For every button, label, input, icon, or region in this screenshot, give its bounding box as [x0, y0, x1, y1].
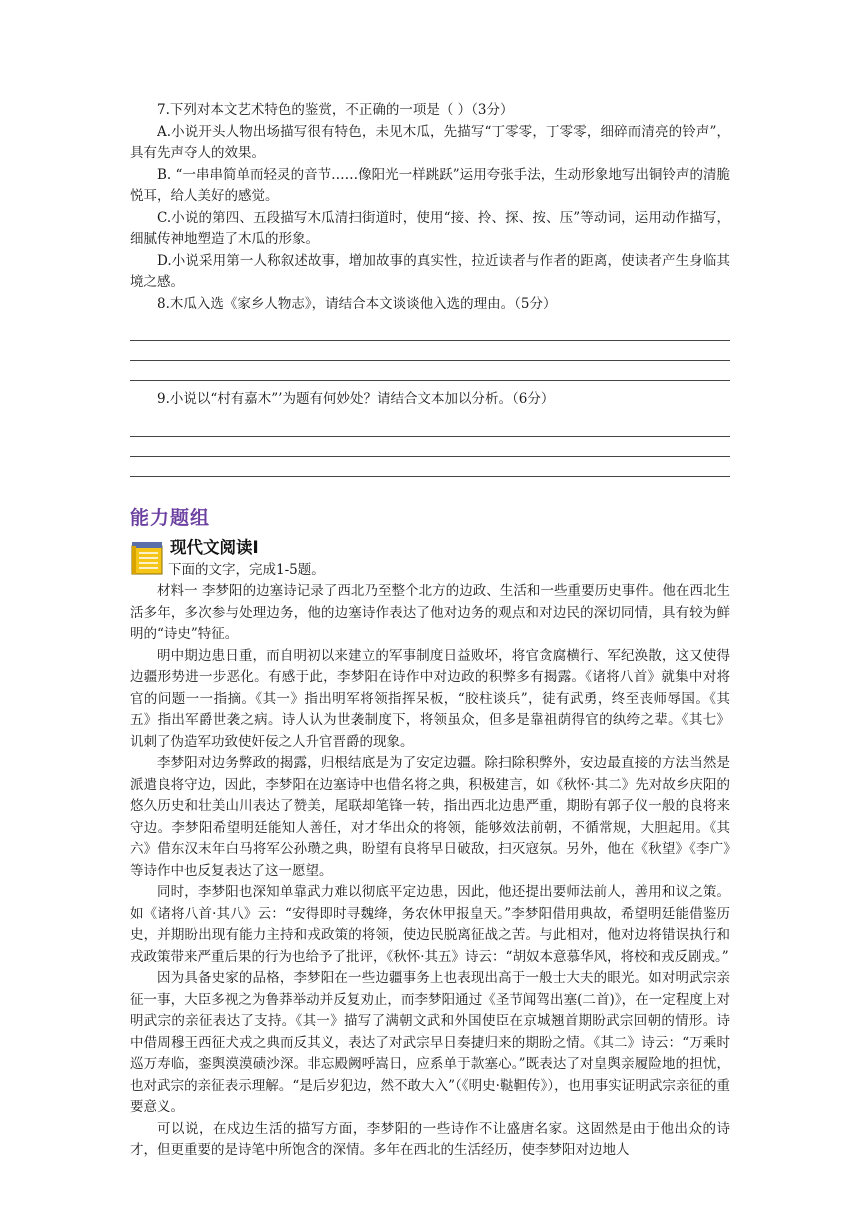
passage-paragraph: 可以说，在戍边生活的描写方面，李梦阳的一些诗作不让盛唐名家。这固然是由于他出众的诗才，但更重要的是诗笔中所饱含的深情。多年在西北的生活经历，使李梦阳对边地人	[130, 1120, 730, 1158]
sub-header	[130, 534, 730, 560]
question-7-option-a: A.小说开头人物出场描写很有特色，未见木瓜，先描写“丁零零，丁零零，细碎而清亮的铃声”，具有先声夺人的效果。	[130, 123, 730, 161]
question-7-option-c: C.小说的第四、五段描写木瓜清扫街道时，使用“接、拎、探、按、压”等动词，运用动作描写，细腻传神地塑造了木瓜的形象。	[130, 209, 730, 247]
question-7-option-d: D.小说采用第一人称叙述故事，增加故事的真实性，拉近读者与作者的距离，使读者产生身临其境之感。	[130, 252, 730, 290]
answer-line	[130, 437, 730, 457]
passage-paragraph: 因为具备史家的品格，李梦阳在一些边疆事务上也表现出高于一般士大夫的眼光。如对明武宗亲征一事，大臣多视之为鲁莽举动并反复劝止，而李梦阳通过《圣节闻驾出塞(二首)》，在一定程度上对明武宗的亲征表达了支持。《其一》描写了满朝文武和外国使臣在京城翘首期盼武宗回朝的情形。诗中借周穆王西征犬戎之典而反其义，表达了对武宗早日奏捷归来的期盼之情。《其二》诗云：“万乘时巡万寿临，銮舆漠漠碛沙深。非忘殿阙呼嵩日，应系单于款塞心。”既表达了对皇舆亲履险地的担忧，也对武宗的亲征表示理解。“是后岁犯边，然不敢大入”（《明史·鞑靼传》），也用事实证明武宗亲征的重要意义。	[130, 970, 730, 1115]
question-7-option-b: B. “一串串简单而轻灵的音节……像阳光一样跳跃”运用夸张手法，生动形象地写出铜铃声的清脆悦耳，给人美好的感觉。	[130, 166, 730, 204]
passage	[130, 581, 730, 1162]
answer-line	[130, 341, 730, 361]
question-9-stem: 9.小说以“村有嘉木”’为题有何妙处？请结合文本加以分析。（6分）	[157, 391, 555, 407]
instruction: 下面的文字，完成1-5题。	[168, 561, 325, 578]
section-title: 能力题组	[130, 506, 211, 529]
question-7-stem: 7.下列对本文艺术特色的鉴赏，不正确的一项是（ ）（3分）	[157, 102, 514, 118]
question-8-answer-lines	[130, 321, 730, 381]
document-page	[130, 100, 730, 1162]
sub-title: 现代文阅读Ⅰ	[170, 537, 259, 557]
passage-paragraph: 同时，李梦阳也深知单靠武力难以彻底平定边患，因此，他还提出要师法前人，善用和议之策。如《诸将八首·其八》云：“安得即时寻魏绛，务农休甲报皇天。”李梦阳借用典故，希望明廷能借鉴历史，并期盼出现有能力主持和戎政策的将领，使边民脱离征战之苦。与此相对，他对边将错误执行和戎政策带来严重后果的行为也给予了批评，《秋怀·其五》诗云：“胡奴本意慕华风，将校和戎反剧戎。”	[130, 884, 730, 965]
answer-line	[130, 361, 730, 381]
passage-paragraph: 明中期边患日重，而自明初以来建立的军事制度日益败坏，将官贪腐横行、军纪涣散，这又使得边疆形势进一步恶化。有感于此，李梦阳在诗作中对边政的积弊多有揭露。《诸将八首》就集中对将官的问题一一指摘。《其一》指出明军将领指挥呆板，“胶柱谈兵”，徒有武勇，终至丧师辱国。《其五》指出军爵世袭之病。诗人认为世袭制度下，将领虽众，但多是靠祖荫得官的纨绔之辈。《其七》讥刺了伪造军功致使奸佞之人升官晋爵的现象。	[130, 647, 730, 750]
passage-paragraph: 李梦阳对边务弊政的揭露，归根结底是为了安定边疆。除扫除积弊外，安边最直接的方法当然是派遣良将守边，因此，李梦阳在边塞诗中也借名将之典，积极建言，如《秋怀·其二》先对故乡庆阳的悠久历史和壮美山川表达了赞美，尾联却笔锋一转，指出西北边患严重，期盼有郭子仪一般的良将来守边。李梦阳希望明廷能知人善任，对才华出众的将领，能够效法前朝，不循常规，大胆起用。《其六》借东汉末年白马将军公孙瓒之典，盼望有良将早日破敌，扫灭寇氛。另外，他在《秋望》《李广》等诗作中也反复表达了这一愿望。	[130, 755, 730, 879]
question-8-stem: 8.木瓜入选《家乡人物志》，请结合本文谈谈他入选的理由。（5分）	[157, 295, 557, 312]
book-icon	[130, 540, 164, 576]
answer-line	[130, 457, 730, 477]
answer-line	[130, 321, 730, 341]
question-9-answer-lines	[130, 417, 730, 477]
passage-paragraph: 材料一 李梦阳的边塞诗记录了西北乃至整个北方的边政、生活和一些重要历史事件。他在西北生活多年，多次参与处理边务，他的边塞诗作表达了他对边务的观点和对边民的深切同情，具有较为鲜明的“诗史”特征。	[130, 583, 730, 642]
answer-line	[130, 417, 730, 437]
